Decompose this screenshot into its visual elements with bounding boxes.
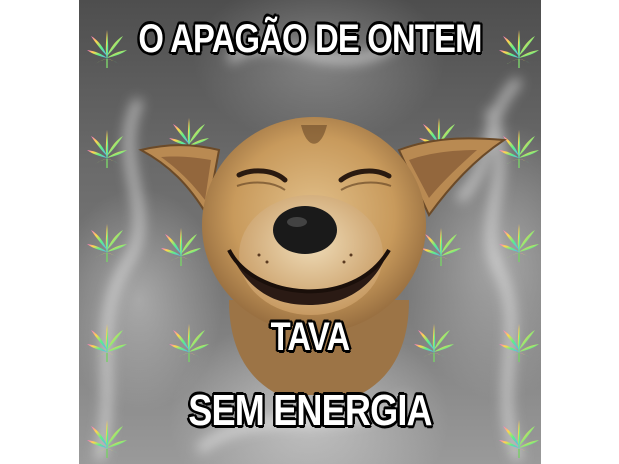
dog-nose bbox=[273, 206, 337, 254]
top-caption: O APAGÃO DE ONTEM bbox=[138, 17, 482, 61]
bottom-caption-line1: TAVA bbox=[270, 315, 350, 359]
bottom-caption-line2: SEM ENERGIA bbox=[188, 386, 432, 435]
meme-image bbox=[79, 0, 541, 464]
